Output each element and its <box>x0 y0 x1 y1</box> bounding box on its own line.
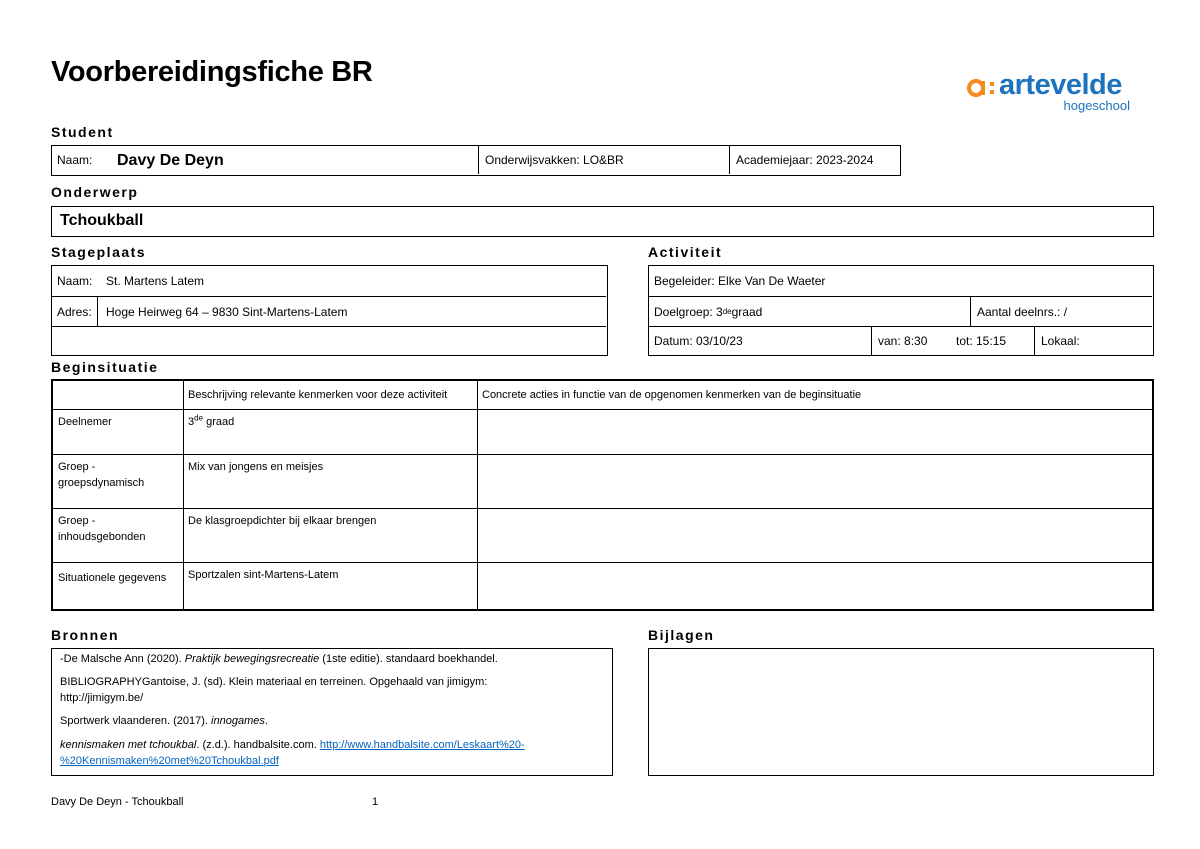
bronnen-label: Bronnen <box>51 627 120 643</box>
bron-entry <box>60 713 610 729</box>
beginsituatie-label: Beginsituatie <box>51 359 159 375</box>
divider <box>183 381 184 609</box>
bron-text: . <box>264 715 268 727</box>
divider <box>97 297 98 326</box>
bron-entry <box>60 737 610 769</box>
activiteit-box <box>648 265 1154 356</box>
begeleider: Begeleider: Elke Van De Waeter <box>654 274 826 288</box>
divider <box>477 381 478 609</box>
onderwerp-value: Tchoukball <box>60 212 144 229</box>
footer-text: Davy De Deyn - Tchoukball <box>51 796 184 808</box>
beginsituatie-table <box>51 379 1154 611</box>
stageplaats-adres-label: Adres: <box>57 305 92 319</box>
student-box <box>51 145 901 176</box>
divider <box>871 327 872 355</box>
bron-text: (1ste editie). standaard boekhandel. <box>319 653 498 665</box>
doelgroep-prefix: Doelgroep: 3 <box>654 305 723 319</box>
bron-text: -De Malsche Ann (2020). <box>60 653 185 665</box>
bron-entry <box>60 651 610 667</box>
divider <box>1034 327 1035 355</box>
table-header-acties: Concrete acties in functie van de opgenomen kenmerken van de beginsituatie <box>482 389 862 401</box>
row-label-situationeel: Situationele gegevens <box>58 572 167 584</box>
student-label: Student <box>51 124 114 140</box>
aantal-deelnemers: Aantal deelnrs.: / <box>977 305 1068 319</box>
label-line: Groep - <box>58 461 96 473</box>
desc-sup: de <box>194 413 204 423</box>
datum: Datum: 03/10/23 <box>654 334 743 348</box>
page-number: 1 <box>372 796 379 808</box>
row-desc-groepsdynamisch: Mix van jongens en meisjes <box>188 461 324 473</box>
lokaal: Lokaal: <box>1041 334 1080 348</box>
academiejaar: Academiejaar: 2023-2024 <box>736 153 874 167</box>
bron-text: Sportwerk vlaanderen. (2017). <box>60 715 212 727</box>
divider <box>53 562 1152 563</box>
onderwerp-box <box>51 206 1154 237</box>
divider <box>53 508 1152 509</box>
page-title: Voorbereidingsfiche BR <box>51 56 373 88</box>
logo-subtitle: hogeschool <box>1063 98 1130 113</box>
bijlagen-label: Bijlagen <box>648 627 715 643</box>
onderwijsvakken: Onderwijsvakken: LO&BR <box>485 153 624 167</box>
label-line: Groep - <box>58 515 96 527</box>
bron-italic: Praktijk bewegingsrecreatie <box>184 653 320 665</box>
divider <box>53 409 1152 410</box>
logo-mark-icon <box>966 73 996 99</box>
bron-italic: kennismaken met tchoukbal <box>60 739 197 751</box>
bron-text: BIBLIOGRAPHYGantoise, J. (sd). Klein materiaal en terreinen. Opgehaald van jimigym: <box>60 676 488 688</box>
stageplaats-naam-label: Naam: <box>57 274 93 288</box>
student-naam-label: Naam: <box>57 153 93 167</box>
label-line: groepsdynamisch <box>58 477 145 489</box>
label-line: inhoudsgebonden <box>58 531 146 543</box>
tijd-tot: tot: 15:15 <box>956 334 1007 348</box>
tijd-van: van: 8:30 <box>878 334 928 348</box>
divider <box>478 146 479 174</box>
divider <box>53 454 1152 455</box>
stageplaats-naam-value: St. Martens Latem <box>106 274 205 288</box>
row-desc-deelnemer <box>188 414 234 430</box>
divider <box>970 297 971 326</box>
row-desc-inhoudsgebonden: De klasgroepdichter bij elkaar brengen <box>188 515 377 527</box>
bron-text: http://jimigym.be/ <box>60 692 144 704</box>
onderwerp-label: Onderwerp <box>51 184 139 200</box>
stageplaats-label: Stageplaats <box>51 244 147 260</box>
bijlagen-box <box>648 648 1154 776</box>
logo-wordmark: artevelde <box>999 69 1122 101</box>
student-naam-value: Davy De Deyn <box>117 151 224 169</box>
row-label-groepsdynamisch <box>58 459 144 491</box>
row-desc-situationeel: Sportzalen sint-Martens-Latem <box>188 569 339 581</box>
row-label-inhoudsgebonden <box>58 513 145 545</box>
stageplaats-box <box>51 265 608 356</box>
doelgroep: Doelgroep: 3 de graad <box>654 305 763 319</box>
bron-text: . (z.d.). handbalsite.com. <box>196 739 320 751</box>
divider <box>729 146 730 174</box>
activiteit-label: Activiteit <box>648 244 723 260</box>
desc-prefix: 3 <box>188 416 195 428</box>
stageplaats-adres-value: Hoge Heirweg 64 – 9830 Sint-Martens-Latem <box>106 305 348 319</box>
bron-link[interactable]: http://www.handbalsite.com/Leskaart%20- <box>319 739 525 751</box>
bron-entry <box>60 674 610 706</box>
bron-link[interactable]: %20Kennismaken%20met%20Tchoukbal.pdf <box>60 755 279 767</box>
desc-suffix: graad <box>203 416 235 428</box>
bron-italic: innogames <box>211 715 265 727</box>
row-label-deelnemer: Deelnemer <box>58 416 112 428</box>
artevelde-logo <box>966 68 1136 116</box>
doelgroep-suffix: graad <box>731 305 763 319</box>
table-header-beschrijving: Beschrijving relevante kenmerken voor deze activiteit <box>188 389 448 401</box>
